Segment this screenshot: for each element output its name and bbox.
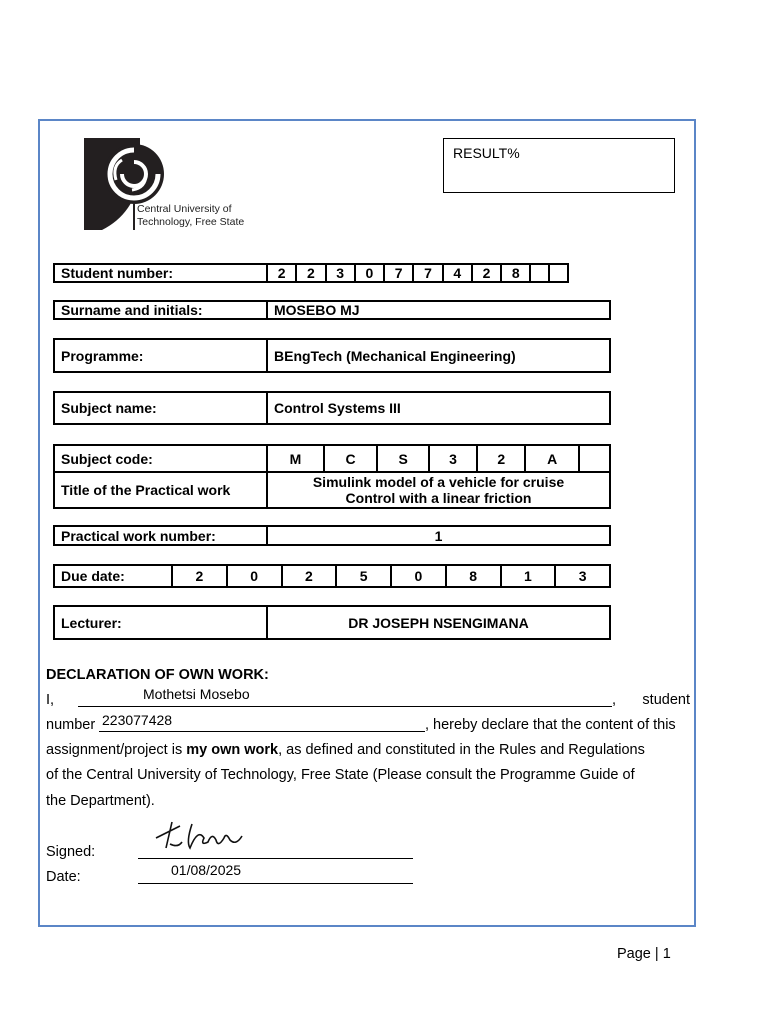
subject-code-char: C (324, 445, 377, 472)
subject-code-label: Subject code: (54, 445, 267, 472)
due-date-digit: 5 (336, 565, 391, 587)
due-date-digit: 1 (501, 565, 556, 587)
declaration-hereby: , hereby declare that the content of this (425, 717, 676, 733)
subject-code-char: A (525, 445, 578, 472)
declaration-i: I, (46, 692, 55, 708)
practical-title-line-1: Simulink model of a vehicle for cruise (312, 474, 565, 490)
subject-name-label: Subject name: (54, 392, 267, 424)
programme-label: Programme: (54, 339, 267, 372)
logo-text (137, 203, 244, 229)
declaration-line-4: of the Central University of Technology, Free State (Please consult the Programme Guide of (46, 767, 635, 783)
student-digit: 7 (384, 264, 413, 282)
signed-label: Signed: (46, 844, 96, 860)
date-label: Date: (46, 869, 81, 885)
due-date-digit: 8 (446, 565, 501, 587)
logo-line-1: Central University of (137, 203, 232, 215)
page-number: Page | 1 (617, 946, 671, 962)
student-digit: 0 (355, 264, 384, 282)
lecturer-value: DR JOSEPH NSENGIMANA (267, 606, 610, 639)
practical-title-value (267, 472, 610, 508)
declaration-line-3-post: , as defined and constituted in the Rules and Regulations (278, 742, 645, 758)
practical-title-label: Title of the Practical work (54, 472, 267, 508)
surname-table (53, 300, 611, 320)
due-date-digit: 3 (555, 565, 610, 587)
due-date-digit: 2 (172, 565, 227, 587)
subject-code-char: 3 (429, 445, 477, 472)
name-underline (78, 706, 612, 707)
subject-code-char: 2 (477, 445, 525, 472)
signature-line (138, 858, 413, 859)
logo-line-2: Technology, Free State (137, 216, 245, 228)
declaration-title: DECLARATION OF OWN WORK: (46, 667, 269, 683)
student-number-label: Student number: (54, 264, 267, 282)
declaration-name: Mothetsi Mosebo (143, 686, 250, 702)
practical-title-line-2: Control with a linear friction (345, 490, 532, 506)
lecturer-label: Lecturer: (54, 606, 267, 639)
signature-icon (152, 818, 252, 858)
student-digit: 2 (472, 264, 501, 282)
subject-code-char: S (377, 445, 429, 472)
subject-code-table (53, 444, 611, 509)
student-digit: 7 (413, 264, 442, 282)
due-date-table (53, 564, 611, 588)
date-line (138, 883, 413, 884)
number-underline (99, 731, 425, 732)
result-box (443, 138, 675, 193)
surname-label: Surname and initials: (54, 301, 267, 319)
student-digit: 4 (443, 264, 472, 282)
practical-number-value: 1 (267, 526, 610, 545)
declaration-student-word: student (642, 692, 690, 708)
subject-code-char (579, 445, 610, 472)
student-digit: 8 (501, 264, 530, 282)
practical-number-table (53, 525, 611, 546)
comma: , (612, 692, 617, 708)
declaration-number-prefix: number (46, 717, 96, 733)
student-digit: 3 (326, 264, 355, 282)
programme-table (53, 338, 611, 373)
declaration-line-3-pre: assignment/project is (46, 742, 187, 758)
student-digit (549, 264, 568, 282)
student-number-table (53, 263, 569, 283)
due-date-label: Due date: (54, 565, 172, 587)
surname-value: MOSEBO MJ (267, 301, 610, 319)
due-date-digit: 0 (227, 565, 282, 587)
student-digit: 2 (296, 264, 325, 282)
declaration-line-3 (46, 742, 690, 758)
declaration-number: 223077428 (102, 712, 173, 728)
student-digit: 2 (267, 264, 296, 282)
programme-value: BEngTech (Mechanical Engineering) (267, 339, 610, 372)
due-date-digit: 0 (391, 565, 446, 587)
date-value: 01/08/2025 (171, 862, 242, 878)
lecturer-table (53, 605, 611, 640)
declaration-line-5: the Department). (46, 793, 155, 809)
practical-number-label: Practical work number: (54, 526, 267, 545)
subject-code-char: M (267, 445, 324, 472)
result-label: RESULT% (453, 145, 520, 161)
subject-name-table (53, 391, 611, 425)
declaration-own-work: my own work (186, 742, 279, 758)
due-date-digit: 2 (282, 565, 337, 587)
student-digit (530, 264, 549, 282)
subject-name-value: Control Systems III (267, 392, 610, 424)
